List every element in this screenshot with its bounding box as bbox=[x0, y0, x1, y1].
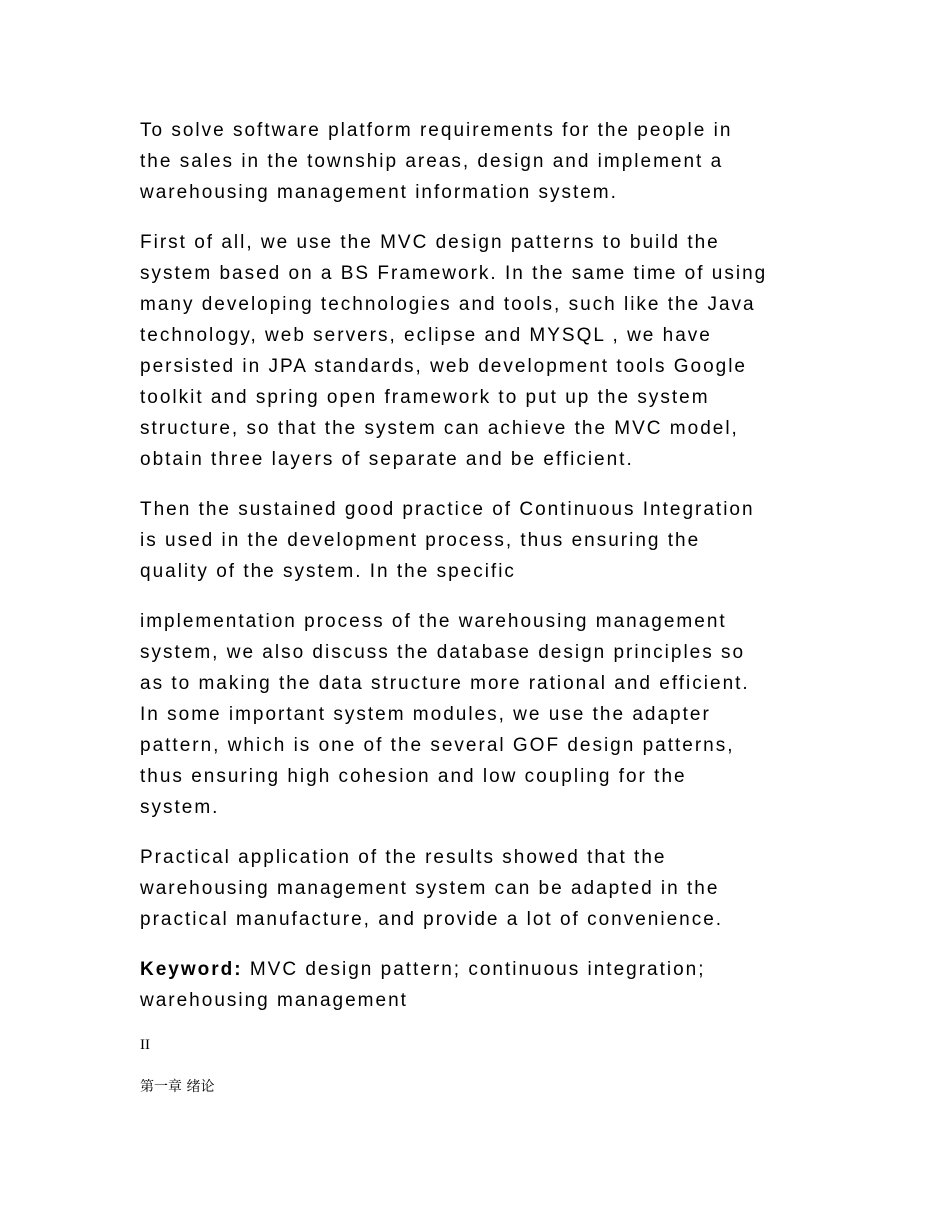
chapter-heading: 第一章 绪论 bbox=[140, 1079, 215, 1095]
abstract-paragraph-2: First of all, we use the MVC design patterns to build the system based on a BS Framework. In the same time of using many developing technologies and tools, such like the Java technology, web servers, eclipse and MYSQL , we have persisted in JPA standards, web development tools Google toolkit and spring open framework to put up the system structure, so that the system can achieve the MVC model, obtain three layers of separate and be efficient. bbox=[140, 232, 768, 470]
keyword-line bbox=[140, 954, 820, 1016]
keyword-text: MVC design pattern; continuous integration; warehousing management bbox=[140, 959, 706, 1011]
abstract-paragraph-4: implementation process of the warehousing management system, we also discuss the database design principles so as to making the data structure more rational and efficient. In some important system modules, we use the adapter pattern, which is one of the several GOF design patterns, thus ensuring high cohesion and low coupling for the system. bbox=[140, 611, 750, 818]
abstract-paragraph-1: To solve software platform requirements for the people in the sales in the township areas, design and implement a warehousing management information system. bbox=[140, 120, 733, 203]
document-page bbox=[140, 115, 820, 1097]
page-number: II bbox=[140, 1037, 150, 1053]
keyword-label: Keyword: bbox=[140, 959, 243, 980]
abstract-paragraph-3: Then the sustained good practice of Continuous Integration is used in the development process, thus ensuring the quality of the system. In the specific bbox=[140, 499, 755, 582]
abstract-paragraph-5: Practical application of the results showed that the warehousing management system can be adapted in the practical manufacture, and provide a lot of convenience. bbox=[140, 847, 724, 930]
